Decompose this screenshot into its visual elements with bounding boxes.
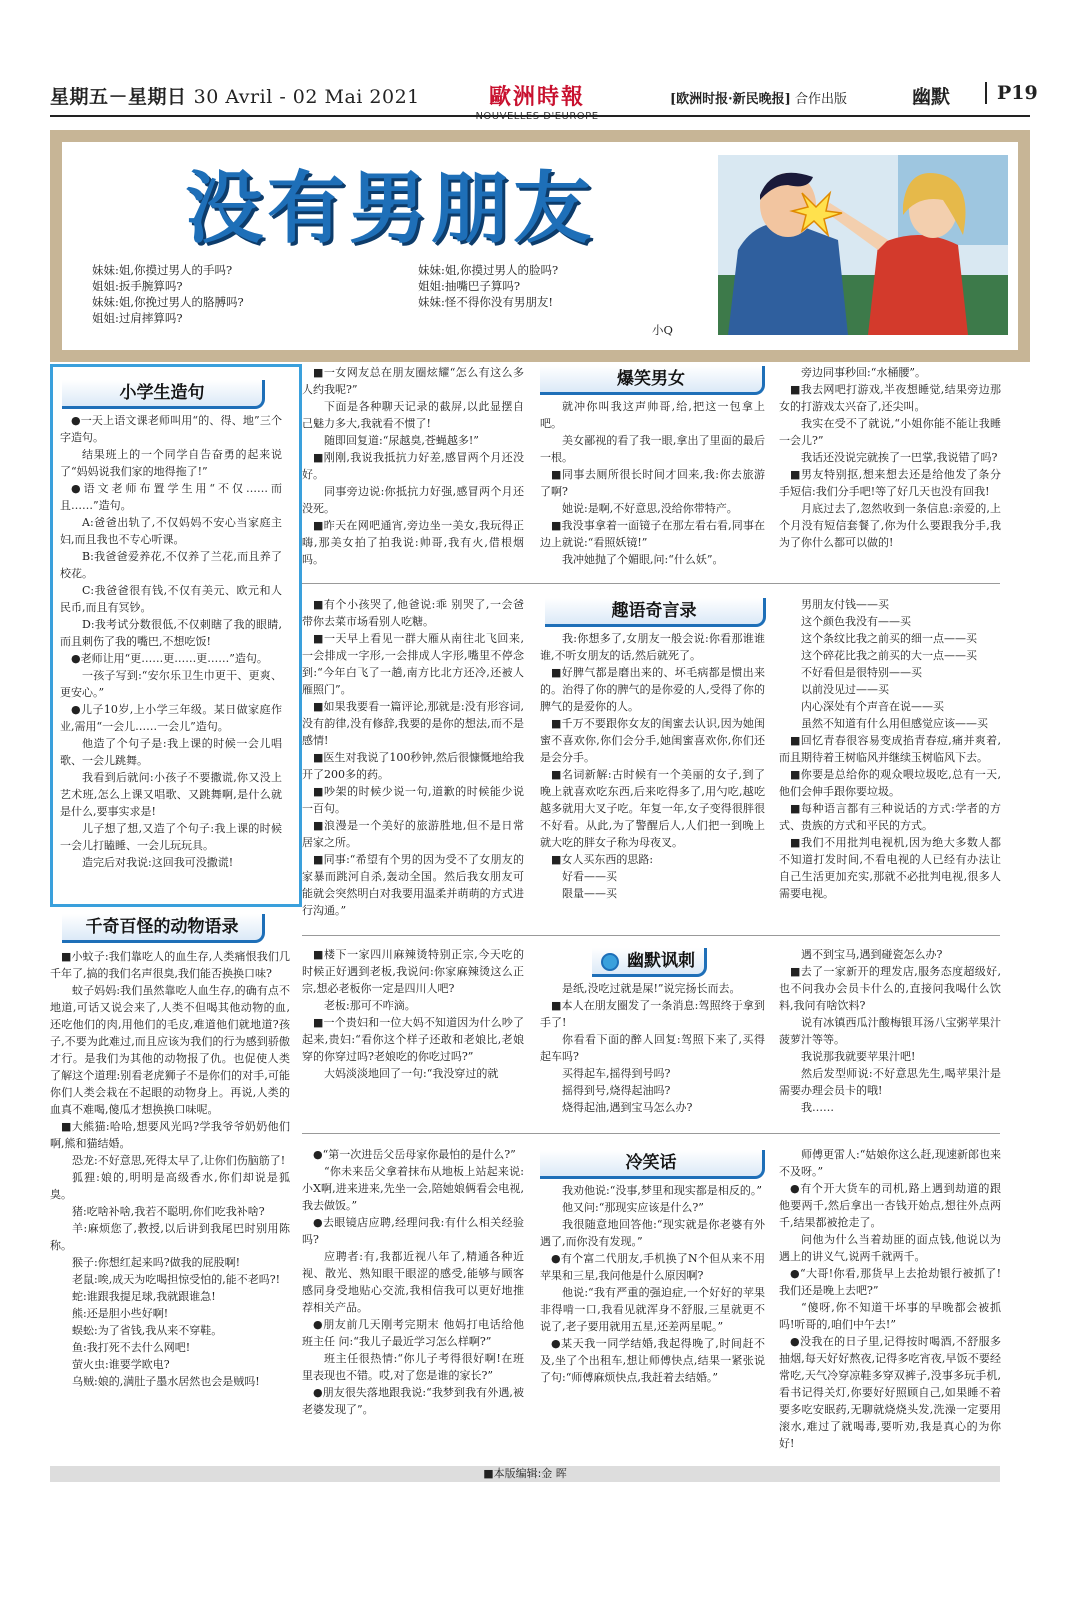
paragraph: ■小蚊子:我们靠吃人的血生存,人类痛恨我们几千年了,搞的我们名声很臭,我们能否换换口味? (50, 950, 290, 980)
logo-chinese: 歐洲時報 (488, 84, 585, 110)
dialogue-line: 妹妹:姐,你摸过男人的脸吗? (418, 263, 559, 277)
paragraph: 旁边同事秒回:“水桶腰”。 (801, 366, 926, 379)
comic-illustration (718, 155, 1008, 335)
paragraph: ■去了一家新开的理发店,服务态度超级好,也不问我办会员卡什么的,直接问我喝什么饮料,我问有啥饮料? (779, 965, 1001, 1012)
paragraph: 随即回复道:“尿越臭,苍蝇越多!” (324, 434, 479, 447)
paragraph: ■我们不用批判电视机,因为绝大多数人都不知道打发时间,不看电视的人已经有办法让自己生活更加充实,那就不必批判电视,很多人需要电视。 (779, 836, 1001, 900)
paragraph: 一孩子写到:“安尔乐卫生巾更干、更爽、更安心。” (60, 669, 282, 699)
paragraph: ■浪漫是一个美好的旅游胜地,但不是日常居家之所。 (302, 819, 524, 849)
editor-credit: ■本版编辑:金 晖 (50, 1466, 1000, 1482)
paragraph: ●一天上语文课老师叫用“的、得、地”三个字造句。 (60, 414, 282, 444)
paragraph: 以前没见过——买 (801, 683, 889, 696)
paragraph: 蜈蚣:为了省钱,我从来不穿鞋。 (72, 1324, 223, 1337)
dialogue-line: 妹妹:怪不得你没有男朋友! (418, 295, 553, 309)
dialogue-line: 妹妹:姐,你挽过男人的胳膊吗? (92, 295, 244, 309)
paragraph: 儿子想了想,又造了个句子:我上课的时候一会儿打瞌睡、一会儿玩玩具。 (60, 822, 282, 852)
page-number: P19 (985, 82, 1038, 104)
paragraph: 熊:还是胆小些好啊! (72, 1307, 169, 1320)
paragraph: 他造了个句子是:我上课的时候一会儿唱歌、一会儿跳舞。 (60, 737, 282, 767)
partner-papers: [欧洲时报·新民晚报] (670, 92, 791, 107)
paragraph: 他又问:“那现实应该是什么?” (562, 1201, 704, 1214)
section-name: 幽默 (912, 86, 951, 108)
paragraph: ●朋友很失落地跟我说:“我梦到我有外遇,被老婆发现了”。 (302, 1386, 524, 1416)
paragraph: 是纸,没吃过就是屎!”说完扬长而去。 (562, 982, 741, 995)
paragraph: ■医生对我说了100秒钟,然后很慷慨地给我开了200多的药。 (302, 751, 524, 781)
col3-block-d (540, 1182, 765, 1386)
paragraph: 造完后对我说:这回我可没撒谎! (82, 856, 234, 869)
paragraph: 猪:吃啥补啥,我若不聪明,你们吃我补啥? (72, 1205, 265, 1218)
paragraph: 鱼:我打死不去什么网吧! (72, 1341, 191, 1354)
paragraph: ●“第一次进岳父岳母家你最怕的是什么?” (313, 1148, 516, 1161)
paragraph: 摇得到号,烧得起油吗? (562, 1084, 671, 1097)
paragraph: ●某天我一同学结婚,我起得晚了,时间赶不及,坐了个出租车,想让师傅快点,结果一紧张说了句:“师傅麻烦快点,我赶着去结婚。” (540, 1337, 765, 1384)
paragraph: ●没我在的日子里,记得按时喝酒,不舒服多抽烟,每天好好熬夜,记得多吃宵夜,早饭不要经常吃,天气冷穿凉鞋多穿双裤子,没事多玩手机,看书记得关灯,你要好好照顾自己,如果睡不着要多吃安眠药,无聊就烧烧头发,洗澡一定要用滚水,难过了就喝毒,要听劝,我是真心的为你好! (779, 1335, 1001, 1450)
weekday: 星期五－星期日 (50, 86, 187, 108)
dialogue-line: 姐姐:过肩摔算吗? (92, 311, 183, 325)
paragraph: 这个颜色我没有——买 (801, 615, 911, 628)
paragraph: 内心深处有个声音在说——买 (801, 700, 944, 713)
section-head-animals: 千奇百怪的动物语录 (62, 914, 265, 943)
col3-block-b (540, 630, 765, 902)
paragraph: 我看到后就问:小孩子不要撒谎,你又没上艺术班,怎么上课又唱歌、又跳舞啊,是什么就是什么,要事实求是! (60, 771, 282, 818)
paragraph: ■名词新解:古时候有一个美丽的女子,到了晚上就喜欢吃东西,后来吃得多了,用勺吃,越吃越多就用大叉子吃。年复一年,女子变得很胖很不好看。从此,为了警醒后人,人们把一到晚上就大吃的胖女子称为母夜叉。 (540, 768, 765, 849)
paragraph: 我很随意地回答他:“现实就是你老婆有外遇了,而你没有发现。” (540, 1218, 765, 1248)
section-head-witty-sayings: 趣语奇言录 (545, 598, 766, 627)
paragraph: 月底过去了,忽然收到一条信息:亲爱的,上个月没有短信套餐了,你为什么要跟我分手,我为了你什么都可以做的! (779, 502, 1001, 549)
paragraph: 美女鄙视的看了我一眼,拿出了里面的最后一根。 (540, 434, 765, 464)
paragraph: 买得起车,摇得到号吗? (562, 1067, 671, 1080)
feature-title: 没有男朋友 (185, 164, 596, 254)
paragraph: 老板:那可不咋滴。 (324, 999, 416, 1012)
col4-block-b (779, 596, 1001, 902)
paragraph: 应聘者:有,我都近视八年了,精通各种近视、散光、熟知眼干眼涩的感受,能够与顾客感同身受地贴心交流,我相信我可以更好地推荐相关产品。 (302, 1250, 524, 1314)
header-rule (50, 115, 1030, 117)
paragraph: 蚊子妈妈:我们虽然靠吃人血生存,的确有点不地道,可话又说会来了,人类不但喝其他动物的血,还吃他们的肉,用他们的毛皮,难道他们就地道?孩子,不要为此难过,而且应该为我们的行为感到骄傲才行。是我们为其他的动物报了仇。也促使人类了解这个道理:别看老虎狮子不是你们的对手,可能你们人类会栽在不起眼的动物身上。再说,人类的血真不难喝,傻瓜才想换换口味呢。 (50, 984, 290, 1116)
col4-block-c (779, 946, 1001, 1116)
col3-block-c (540, 980, 765, 1116)
paragraph: 这个条纹比我之前买的细一点——买 (801, 632, 977, 645)
dialogue-line: 姐姐:抽嘴巴子算吗? (418, 279, 521, 293)
paragraph: 问他为什么当着劫匪的面点钱,他说以为遇上的讲义气,说两千就两千。 (779, 1233, 1001, 1263)
paragraph: 乌贼:娘的,满肚子墨水居然也会是贼吗! (72, 1375, 260, 1388)
paragraph: ●语文老师布置学生用“不仅……而且……”造句。 (60, 482, 282, 512)
paragraph: 她说:是啊,不好意思,没给你带特产。 (562, 502, 738, 515)
col2-block-b (302, 596, 524, 919)
paragraph: 恐龙:不好意思,死得太早了,让你们伤脑筋了! (72, 1154, 286, 1167)
animals-article (50, 948, 290, 1390)
paragraph: ■女人买东西的思路: (551, 853, 654, 866)
col4-block-d (779, 1146, 1001, 1452)
paragraph: B:我爸爸爱养花,不仅养了兰花,而且养了校花。 (60, 550, 282, 580)
paragraph: 结果班上的一个同学自告奋勇的起来说了“妈妈说我们家的地得拖了!” (60, 448, 282, 478)
paragraph: 他说:“我有严重的强迫症,一个好好的苹果非得啃一口,我看见就浑身不舒服,三星就更不说了,老子要用就用五星,还差两星呢。” (540, 1286, 765, 1333)
paragraph: ■一天早上看见一群大雁从南往北飞回来,一会排成一字形,一会排成人字形,嘴里不停念到:“今年白飞了一趟,南方比北方还冷,还被人雁照门”。 (302, 632, 524, 696)
paragraph: 限量——买 (562, 887, 617, 900)
section-head-satire (592, 948, 707, 977)
paragraph: ■千万不要跟你女友的闺蜜去认识,因为她闺蜜不喜欢你,你们会分手,她闺蜜喜欢你,你们还是会分手。 (540, 717, 765, 764)
paragraph: ●有个开大货车的司机,路上遇到劫道的跟他要两千,然后拿出一杏钱开始点,想往外点两千,结果都被抢走了。 (779, 1182, 1001, 1229)
paragraph: ■大熊猫:哈哈,想要风光吗?学我爷爷奶奶他们啊,熊和猫结婚。 (50, 1120, 290, 1150)
paragraph: 羊:麻烦您了,教授,以后讲到我尾巴时别用陈称。 (50, 1222, 290, 1252)
sentences-article (60, 412, 282, 871)
paragraph: “傻呀,你不知道干坏事的早晚都会被抓吗!听哥的,咱们中午去!” (779, 1301, 1001, 1331)
paragraph: ■同事去厕所很长时间才回来,我:你去旅游了啊? (540, 468, 765, 498)
paragraph: 同事旁边说:你抵抗力好强,感冒两个月还没死。 (302, 485, 524, 515)
paragraph: ■男友特别抠,想来想去还是给他发了条分手短信:我们分手吧!等了好几天也没有回我! (779, 468, 1001, 498)
masthead-date (50, 82, 420, 109)
col2-block-c (302, 946, 524, 1082)
paragraph: 烧得起油,遇到宝马怎么办? (562, 1101, 693, 1114)
paragraph: 你看看下面的醉人回复:驾照下来了,买得起车吗? (540, 1033, 765, 1063)
paragraph: ■吵架的时候少说一句,道歉的时候能少说一百句。 (302, 785, 524, 815)
paragraph: ■昨天在网吧通宵,旁边坐一美女,我玩得正嗨,那美女拍了拍我说:帅哥,我有火,借根烟吗。 (302, 519, 524, 566)
dialogue-line: 妹妹:姐,你摸过男人的手吗? (92, 263, 233, 277)
paragraph: ●老师让用“更……更……更……”造句。 (71, 652, 268, 665)
paragraph: ■如果我要看一篇评论,那就是:没有形容词,没有韵律,没有修辞,我要的是你的想法,而不是感情! (302, 700, 524, 747)
paragraph: 蛇:谁跟我提足球,我就跟谁急! (72, 1290, 216, 1303)
paragraph: 我实在受不了就说,“小姐你能不能让我睡一会儿?” (779, 417, 1001, 447)
paragraph: ●去眼镜店应聘,经理问我:有什么相关经验吗? (302, 1216, 524, 1246)
paragraph: D:我考试分数很低,不仅刺瞎了我的眼睛,而且刺伤了我的嘴巴,不想吃饭! (60, 618, 282, 648)
row-divider (302, 583, 1000, 584)
col2-block-a (302, 364, 524, 568)
paragraph: ■有个小孩哭了,他爸说:乖 别哭了,一会爸带你去菜市场看别人吃糖。 (302, 598, 524, 628)
paragraph: ■每种语言都有三种说话的方式:学者的方式、贵族的方式和平民的方式。 (779, 802, 1001, 832)
author-signature: 小Q (652, 323, 673, 337)
paragraph: 大妈淡淡地回了一句:“我没穿过的就 (324, 1067, 499, 1080)
paragraph: 然后发型师说:不好意思先生,喝苹果汁是需要办理会员卡的哦! (779, 1067, 1001, 1097)
section-head-sentences: 小学生造句 (62, 380, 265, 409)
paragraph: 我话还没说完就挨了一巴掌,我说错了吗? (801, 451, 998, 464)
paragraph: 这个碎花比我之前买的大一点——买 (801, 649, 977, 662)
col2-block-d (302, 1146, 524, 1418)
paragraph: 狐狸:娘的,明明是高级香水,你们却说是狐臭。 (50, 1171, 290, 1201)
paragraph: ■楼下一家四川麻辣烫特别正宗,今天吃的时候正好遇到老板,我说问:你家麻辣烫这么正宗,想必老板你一定是四川人吧? (302, 948, 524, 995)
paragraph: 说有冰镇西瓜汁酸梅银耳汤八宝粥苹果汁菠萝汁等等。 (779, 1016, 1001, 1046)
col3-block-a (540, 398, 765, 568)
paragraph: 班主任很热情:“你儿子考得很好啊!在班里表现也不错。哎,对了您是谁的家长?” (302, 1352, 524, 1382)
paragraph: “你未来岳父拿着抹布从地板上站起来说:小X啊,进来进来,先坐一会,陪她娘俩看会电视,我去做饭。” (302, 1165, 524, 1212)
section-head-cold-jokes: 冷笑话 (540, 1150, 765, 1179)
paragraph: 就冲你叫我这声帅哥,给,把这一包拿上吧。 (540, 400, 765, 430)
paragraph: 我冲她抛了个媚眼,问:“什么妖”。 (562, 553, 724, 566)
paragraph: 虽然不知道有什么用但感觉应该——买 (801, 717, 988, 730)
paragraph: ●朋友前几天刚考完期末 他妈打电话给他班主任 问:“我儿子最近学习怎么样啊?” (302, 1318, 524, 1348)
dialogue-col2 (418, 262, 708, 310)
paragraph: 男朋友付钱——买 (801, 598, 889, 611)
paragraph: ■我没事拿着一面镜子在那左看右看,同事在边上就说:“看照妖镜!” (540, 519, 765, 549)
paragraph: 萤火虫:谁要学欧电? (72, 1358, 170, 1371)
satire-title: 幽默讽刺 (627, 951, 695, 971)
paragraph: ■一女网友总在朋友圈炫耀“怎么有这么多人约我呢?” (302, 366, 524, 396)
paragraph: 师傅更雷人:“姑娘你这么赶,现速新郎也来不及呀。” (779, 1148, 1001, 1178)
paragraph: 我…… (801, 1101, 834, 1114)
paragraph: ●儿子10岁,上小学三年级。某日做家庭作业,需用“一会儿……一会儿”造句。 (60, 703, 282, 733)
section-head-funny-couples: 爆笑男女 (540, 366, 765, 395)
paragraph: ■你要是总给你的观众喂垃圾吃,总有一天,他们会伸手跟你要垃圾。 (779, 768, 1001, 798)
paragraph: ■刚刚,我说我抵抗力好差,感冒两个月还没好。 (302, 451, 524, 481)
paragraph: ●有个富二代朋友,手机换了N个但从来不用苹果和三星,我问他是什么原因啊? (540, 1252, 765, 1282)
paragraph: 猴子:你想红起来吗?做我的屁股啊! (72, 1256, 241, 1269)
row-divider (302, 1133, 1000, 1134)
paragraph: 下面是各种聊天记录的截屏,以此显摆自己魅力多大,我就看不惯了! (302, 400, 524, 430)
bullet-circle-icon (601, 953, 619, 971)
row-divider (302, 935, 1000, 936)
paragraph: A:爸爸出轨了,不仅妈妈不安心当家庭主妇,而且我也不专心听课。 (60, 516, 282, 546)
paragraph: ■回忆青春很容易变成掐青春痘,痛并爽着,而且期待着王树临风并继续玉树临风下去。 (779, 734, 1001, 764)
paragraph: 遇不到宝马,遇到碰瓷怎么办? (801, 948, 943, 961)
dialogue-line: 姐姐:扳手腕算吗? (92, 279, 183, 293)
col4-block-a (779, 364, 1001, 551)
paragraph: ■我去网吧打游戏,半夜想睡觉,结果旁边那女的打游戏太兴奋了,还尖叫。 (779, 383, 1001, 413)
paragraph: 好看——买 (562, 870, 617, 883)
coop-label: 合作出版 (794, 92, 847, 107)
cooperation-note (670, 88, 847, 107)
paragraph: 我:你想多了,女朋友一般会说:你看那谁谁谁,不听女朋友的话,然后就死了。 (540, 632, 765, 662)
paragraph: ■本人在朋友圈发了一条消息:驾照终于拿到手了! (540, 999, 765, 1029)
paragraph: 老鼠:唉,成天为吃喝担惊受怕的,能不老吗?! (72, 1273, 281, 1286)
date-text: 30 Avril - 02 Mai 2021 (193, 86, 420, 108)
paragraph: 不好看但是很特别——买 (801, 666, 922, 679)
paragraph: ■好脾气都是磨出来的、坏毛病都是惯出来的。治得了你的脾气的是你爱的人,受得了你的脾气的是爱你的人。 (540, 666, 765, 713)
paragraph: ●“大哥!你看,那货早上去抢劫银行被抓了!我们还是晚上去吧?” (779, 1267, 1001, 1297)
dialogue-col1 (92, 262, 392, 326)
paragraph: C:我爸爸很有钱,不仅有美元、欧元和人民币,而且有冥钞。 (60, 584, 282, 614)
paragraph: ■同事:“希望有个男的因为受不了女朋友的家暴而跳河自杀,轰动全国。然后我女朋友可能就会突然明白对我要用温柔并萌萌的方式进行沟通。” (302, 853, 524, 917)
paragraph: 我劝他说:“没事,梦里和现实都是相反的。” (562, 1184, 762, 1197)
paragraph: ■一个贵妇和一位大妈不知道因为什么吵了起来,贵妇:“看你这个样子还敢和老娘比,老娘穿的你穿过吗?老娘吃的你吃过吗?” (302, 1016, 524, 1063)
paragraph: 我说那我就要苹果汁吧! (801, 1050, 916, 1063)
